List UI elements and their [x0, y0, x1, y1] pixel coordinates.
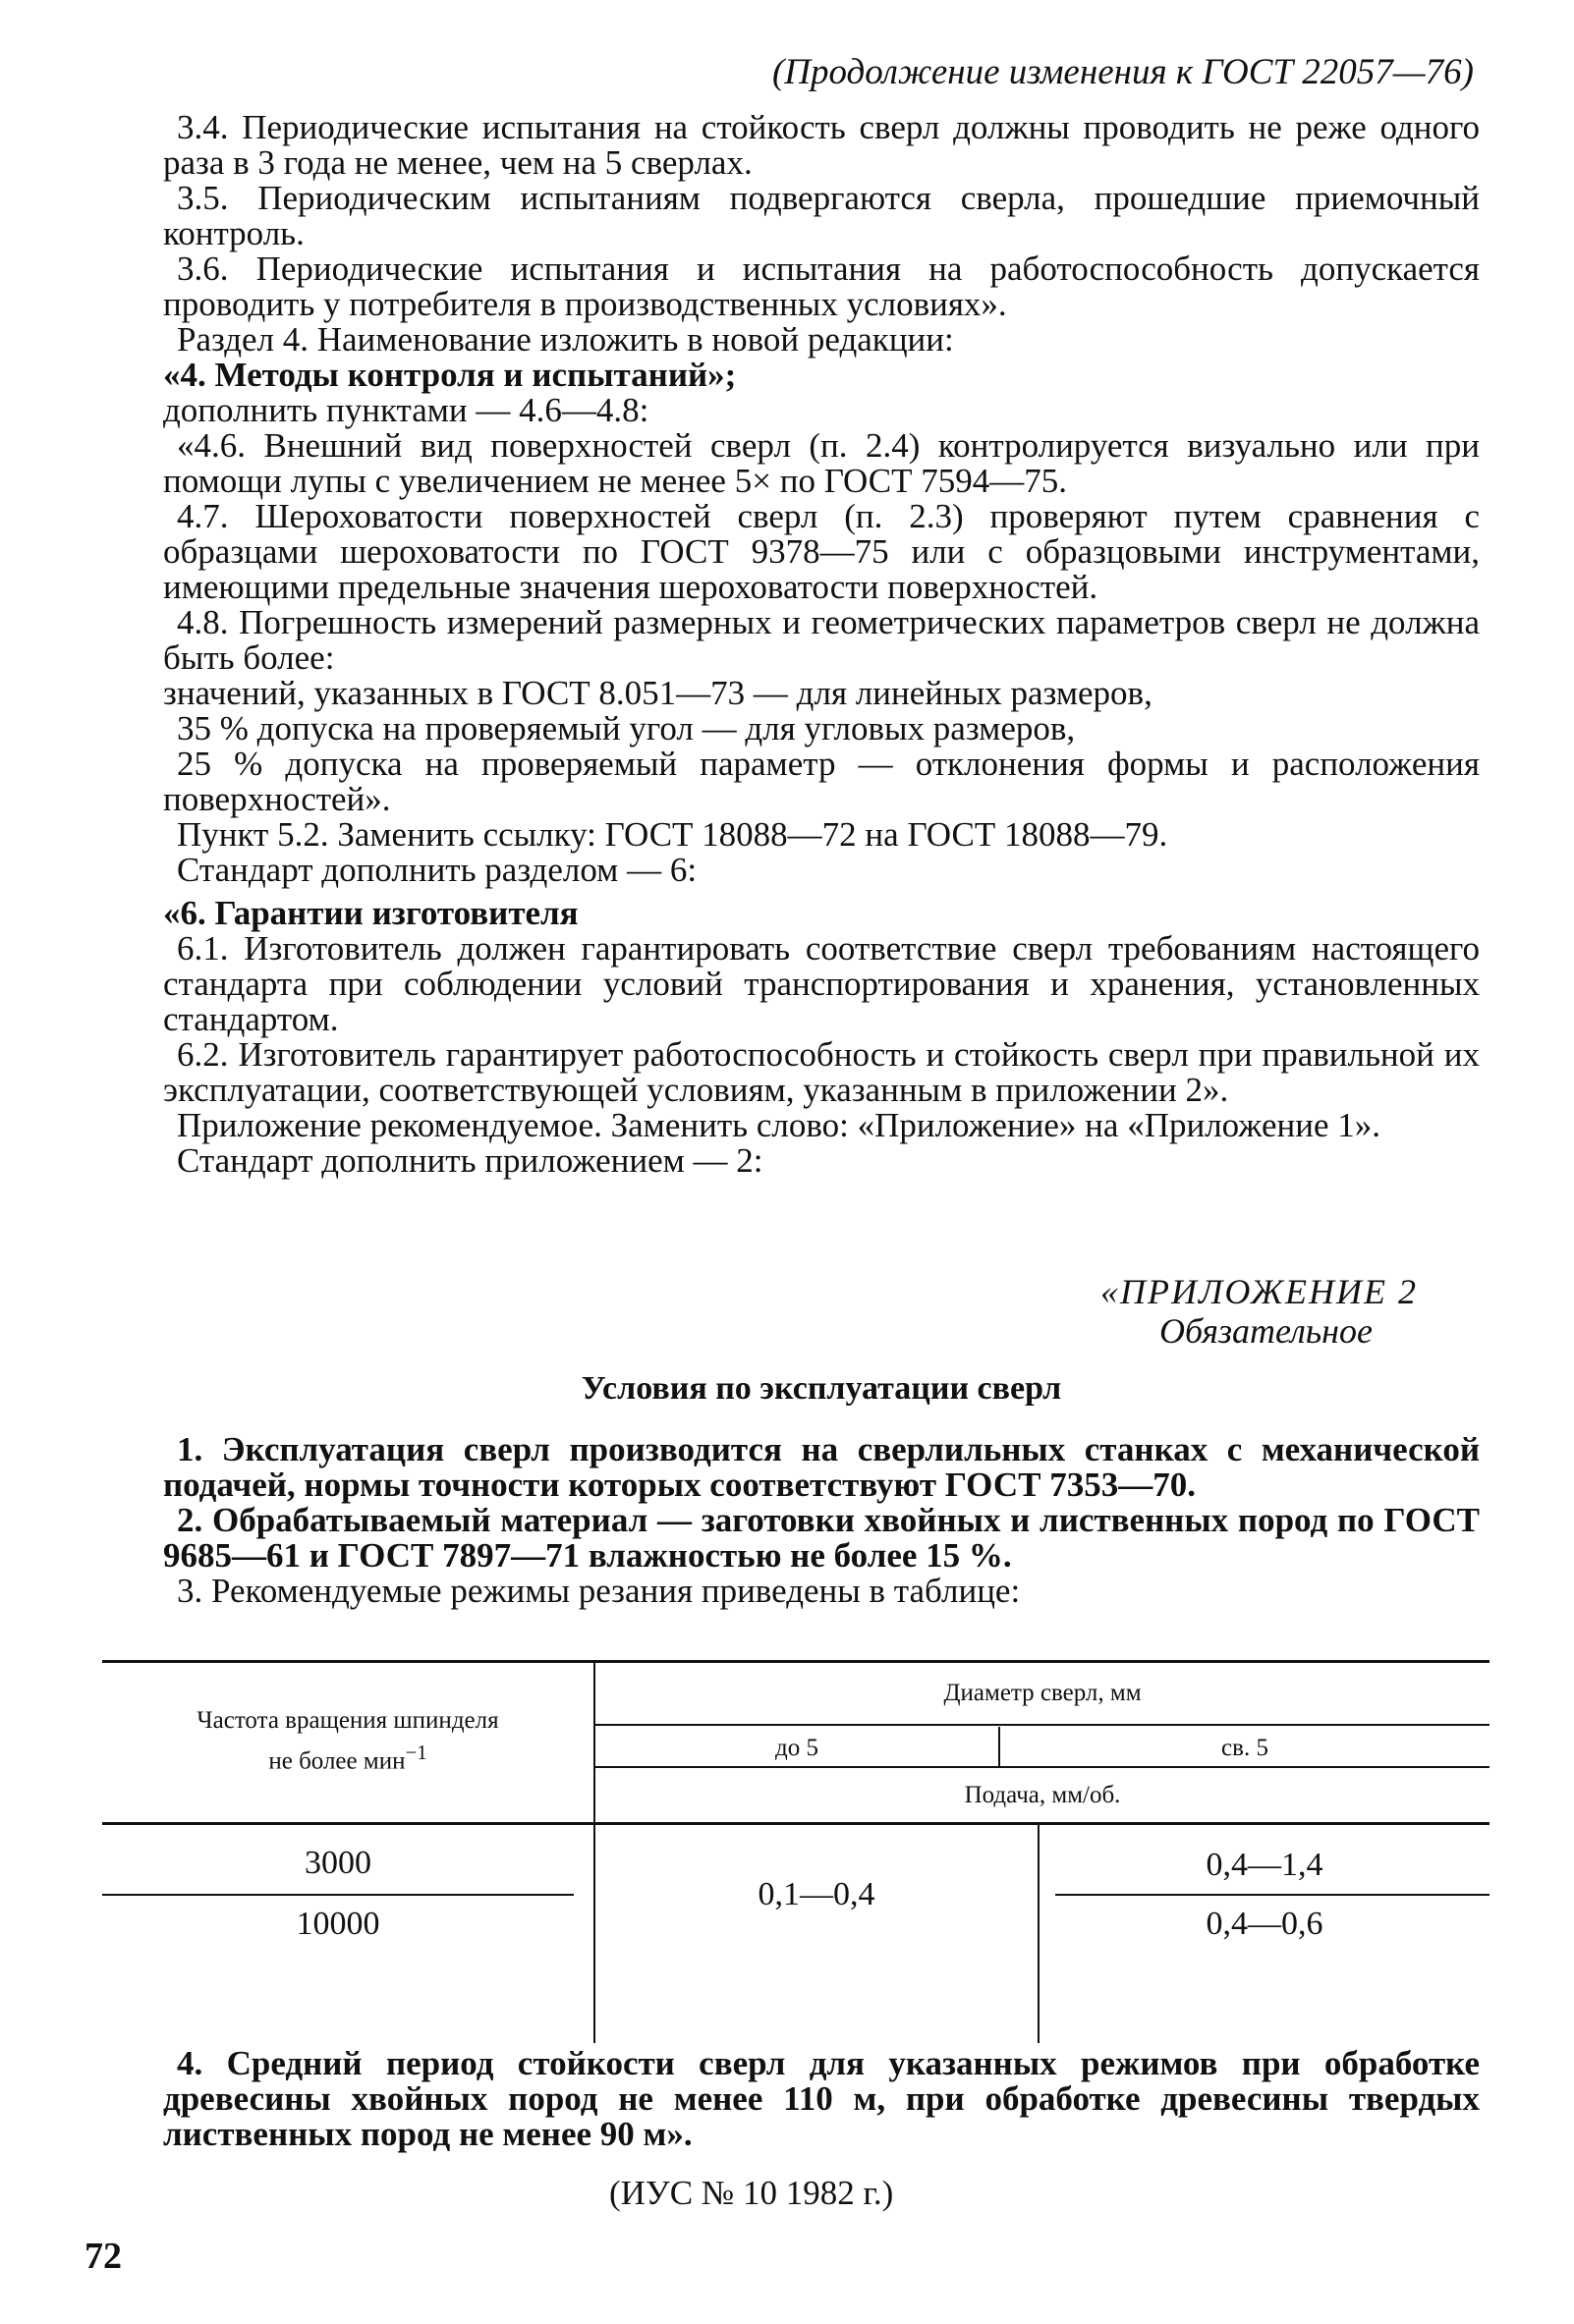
header-bottom-rule: [102, 1822, 1490, 1825]
paragraph-add-section6: Стандарт дополнить разделом — 6:: [177, 851, 698, 889]
condition-1: 1. Эксплуатация сверл производится на сверлильных станках с механической подачей, нормы точности которых соответствуют ГОСТ 7353—70.: [163, 1430, 1480, 1504]
ius-reference: (ИУС № 10 1982 г.): [609, 2174, 894, 2212]
page-number: 72: [84, 2236, 122, 2277]
appendix-label: [1100, 1272, 1493, 1351]
section4-title: «4. Методы контроля и испытаний»;: [163, 356, 737, 394]
paragraph-6-1: 6.1. Изготовитель должен гарантировать соответствие сверл требованиям настоящего стандарта при соблюдении условий транспортирования и хранения, установленных стандартом.: [163, 929, 1480, 1038]
conditions-title: Условия по эксплуатации сверл: [581, 1370, 1062, 1407]
subheader-over-5: св. 5: [1221, 1735, 1268, 1761]
paragraph-6-2: 6.2. Изготовитель гарантирует работоспособность и стойкость сверл при правильной их эксплуатации, соответствующей условиям, указанным в приложении 2».: [163, 1035, 1480, 1109]
paragraph-add-appendix2: Стандарт дополнить приложением — 2:: [177, 1141, 763, 1180]
feed-up-to-5: 0,1—0,4: [758, 1876, 875, 1912]
feed-fraction-line: [1055, 1894, 1490, 1896]
condition-3: 3. Рекомендуемые режимы резания приведены в таблице:: [177, 1572, 1021, 1610]
cutting-modes-table: [102, 1660, 1490, 2043]
diameter-header: Диаметр сверл, мм: [943, 1680, 1142, 1706]
speed-header: [102, 1705, 593, 1777]
paragraph-25-percent: 25 % допуска на проверяемый параметр — отклонения формы и расположения поверхностей».: [163, 745, 1480, 818]
condition-2: 2. Обрабатываемый материал — заготовки хвойных и лиственных пород по ГОСТ 9685—61 и ГОСТ 7897—71 влажностью не более 15 %.: [163, 1501, 1480, 1575]
paragraph-4-8: 4.8. Погрешность измерений размерных и геометрических параметров сверл не должна быть более:: [163, 603, 1480, 677]
appendix-status: Обязательное: [1159, 1311, 1373, 1351]
speed-3000: 3000: [305, 1845, 371, 1881]
paragraph-35-percent: 35 % допуска на проверяемый угол — для угловых размеров,: [177, 709, 1076, 747]
paragraph-durability: [163, 2046, 1480, 2152]
rule-under-subheaders: [595, 1766, 1490, 1768]
speed-header-line1: Частота вращения шпинделя: [197, 1707, 499, 1734]
rule-under-diameter: [595, 1724, 1490, 1726]
top-paragraphs: [163, 110, 1480, 1179]
paragraph-3-5: 3.5. Периодическим испытаниям подвергаются сверла, прошедшие приемочный контроль.: [163, 179, 1480, 252]
table-top-rule: [102, 1660, 1490, 1663]
appendix-number: «ПРИЛОЖЕНИЕ 2: [1100, 1272, 1418, 1311]
paragraph-4-6: «4.6. Внешний вид поверхностей сверл (п. 2.4) контролируется визуально или при помощи лупы с увеличением не менее 5× по ГОСТ 7594—75.: [163, 426, 1480, 500]
conditions-list: [163, 1432, 1480, 1609]
speed-header-line2: [102, 1737, 593, 1777]
paragraph-3-6: 3.6. Периодические испытания и испытания на работоспособность допускается проводить у потребителя в производственных условиях».: [163, 249, 1480, 323]
speed-fraction-line: [102, 1894, 574, 1896]
paragraph-4-7: 4.7. Шероховатости поверхностей сверл (п. 2.3) проверяют путем сравнения с образцами шероховатости по ГОСТ 9378—75 или с образцовыми инструментами, имеющими предельные значения шероховатости поверхностей.: [163, 497, 1480, 606]
speed-header-unit: не более мин: [268, 1747, 406, 1775]
speed-header-sup: −1: [405, 1741, 427, 1764]
feed-header: Подача, мм/об.: [964, 1782, 1121, 1808]
paragraph-values: значений, указанных в ГОСТ 8.051—73 — для линейных размеров,: [163, 674, 1152, 712]
paragraph-5-2: Пункт 5.2. Заменить ссылку: ГОСТ 18088—72 на ГОСТ 18088—79.: [177, 815, 1168, 854]
paragraph-section4: Раздел 4. Наименование изложить в новой редакции:: [177, 320, 954, 359]
section6-title: «6. Гарантии изготовителя: [163, 894, 579, 932]
page-header: (Продолжение изменения к ГОСТ 22057—76): [771, 52, 1474, 92]
table-divider-main: [593, 1660, 595, 2043]
durability-text: 4. Средний период стойкости сверл для указанных режимов при обработке древесины хвойных пород не менее 110 м, при обработке древесины твердых лиственных пород не менее 90 м».: [163, 2044, 1480, 2153]
feed-over-5-3000: 0,4—1,4: [1206, 1847, 1323, 1883]
paragraph-3-4: 3.4. Периодические испытания на стойкость сверл должны проводить не реже одного раза в 3 года не менее, чем на 5 сверлах.: [163, 108, 1480, 182]
paragraph-appendix-rec: Приложение рекомендуемое. Заменить слово: «Приложение» на «Приложение 1».: [177, 1106, 1381, 1144]
paragraph-add-points: дополнить пунктами — 4.6—4.8:: [163, 391, 649, 429]
speed-10000: 10000: [296, 1906, 380, 1942]
feed-over-5-10000: 0,4—0,6: [1206, 1906, 1323, 1942]
subheader-up-to-5: до 5: [775, 1735, 818, 1761]
